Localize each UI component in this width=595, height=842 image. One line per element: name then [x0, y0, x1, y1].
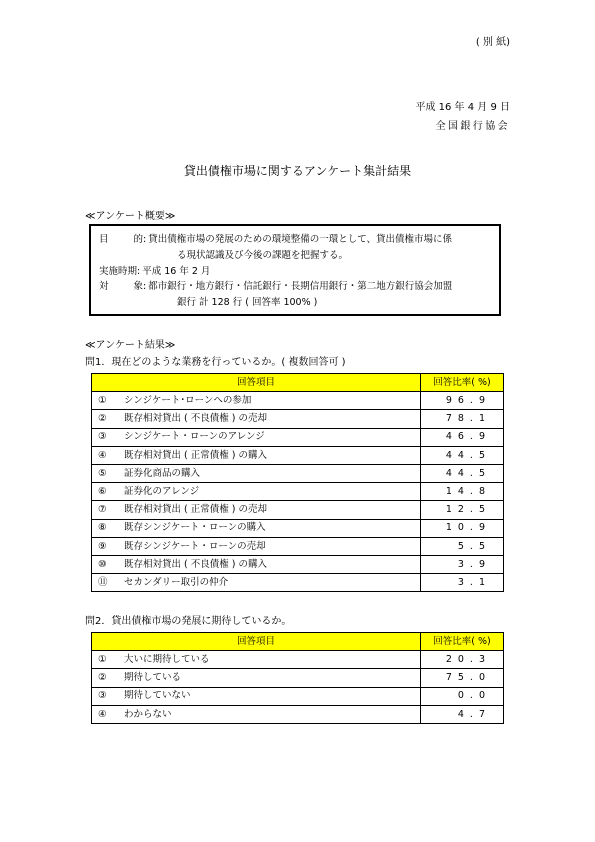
document-date: 平成 16 年 4 月 9 日 — [415, 102, 510, 113]
row-ratio: 44.5 — [421, 464, 504, 482]
row-number: ③ — [92, 428, 123, 446]
row-item: 既存相対貸出 ( 不良債権 ) の売却 — [122, 410, 421, 428]
row-item: 既存相対貸出 ( 正常債権 ) の売却 — [122, 501, 421, 519]
table-row — [92, 651, 504, 669]
row-ratio: 3.1 — [421, 574, 504, 592]
row-ratio: 3.9 — [421, 555, 504, 573]
row-item: 証券化のアレンジ — [122, 483, 421, 501]
overview-target-row: 対象 : 都市銀行・地方銀行・信託銀行・長期信用銀行・第二地方銀行協会加盟 — [99, 281, 453, 292]
row-item: 既存相対貸出 ( 不良債権 ) の購入 — [122, 555, 421, 573]
row-ratio: 0.0 — [421, 687, 504, 705]
purpose-line-1: 貸出債権市場の発展のための環境整備の一環として、貸出債権市場に係 — [148, 234, 453, 245]
row-ratio: 78.1 — [421, 410, 504, 428]
table-row — [92, 464, 504, 482]
row-number: ⑧ — [92, 519, 123, 537]
q2-col-ratio: 回答比率( %) — [421, 633, 504, 651]
row-number: ④ — [92, 446, 123, 464]
row-item: 既存シンジケート・ローンの売却 — [122, 537, 421, 555]
overview-heading: ≪アンケート概要≫ — [85, 211, 176, 222]
row-ratio: 75.0 — [421, 669, 504, 687]
row-number: ① — [92, 651, 123, 669]
row-ratio: 5.5 — [421, 537, 504, 555]
row-ratio: 96.9 — [421, 392, 504, 410]
row-number: ① — [92, 392, 123, 410]
row-item: 期待している — [122, 669, 421, 687]
annex-label: ( 別 紙) — [475, 37, 510, 48]
row-ratio: 10.9 — [421, 519, 504, 537]
row-ratio: 46.9 — [421, 428, 504, 446]
row-item: わからない — [122, 705, 421, 723]
row-ratio: 4.7 — [421, 705, 504, 723]
organization-name: 全国銀行協会 — [435, 121, 510, 132]
row-ratio: 12.5 — [421, 501, 504, 519]
row-ratio: 44.5 — [421, 446, 504, 464]
q2-col-item: 回答項目 — [92, 633, 421, 651]
row-number: ⑨ — [92, 537, 123, 555]
table-row — [92, 410, 504, 428]
q1-question: 問1．現在どのような業務を行っているか。( 複数回答可 ) — [85, 357, 346, 368]
table-row — [92, 555, 504, 573]
row-number: ⑪ — [92, 574, 123, 592]
row-number: ③ — [92, 687, 123, 705]
table-row — [92, 519, 504, 537]
table-row — [92, 392, 504, 410]
table-row — [92, 446, 504, 464]
table-row — [92, 501, 504, 519]
overview-purpose-row: 目的 : 貸出債権市場の発展のための環境整備の一環として、貸出債権市場に係 — [99, 234, 453, 245]
row-ratio: 20.3 — [421, 651, 504, 669]
row-number: ⑦ — [92, 501, 123, 519]
results-heading: ≪アンケート結果≫ — [85, 340, 176, 351]
row-number: ④ — [92, 705, 123, 723]
document-title: 貸出債権市場に関するアンケート集計結果 — [183, 164, 412, 178]
table-row — [92, 705, 504, 723]
table-row — [92, 428, 504, 446]
period-label: 実施時期 — [99, 265, 138, 277]
row-item: 証券化商品の購入 — [122, 464, 421, 482]
q1-col-ratio: 回答比率( %) — [421, 374, 504, 392]
overview-period-row: 実施時期 : 平成 16 年 2 月 — [99, 265, 211, 277]
table-row — [92, 537, 504, 555]
overview-box — [89, 224, 501, 316]
q1-col-item: 回答項目 — [92, 374, 421, 392]
period-value: 平成 16 年 2 月 — [142, 265, 211, 277]
row-number: ② — [92, 669, 123, 687]
q2-header-row — [92, 633, 504, 651]
row-item: シンジケート・ローンのアレンジ — [122, 428, 421, 446]
row-number: ② — [92, 410, 123, 428]
row-item: シンジケート･ローンへの参加 — [122, 392, 421, 410]
row-item: セカンダリー取引の仲介 — [122, 574, 421, 592]
table-row — [92, 574, 504, 592]
q2-question: 問2．貸出債権市場の発展に期待しているか。 — [85, 616, 292, 627]
table-row — [92, 687, 504, 705]
row-ratio: 14.8 — [421, 483, 504, 501]
target-label: 対象 — [99, 281, 143, 292]
row-item: 大いに期待している — [122, 651, 421, 669]
table-row — [92, 669, 504, 687]
q1-table — [91, 373, 504, 592]
q1-header-row — [92, 374, 504, 392]
purpose-line-2: る現状認識及び今後の課題を把握する。 — [177, 249, 349, 261]
target-line-1: 都市銀行・地方銀行・信託銀行・長期信用銀行・第二地方銀行協会加盟 — [148, 281, 453, 292]
row-item: 既存シンジケート・ローンの購入 — [122, 519, 421, 537]
q2-table — [91, 632, 504, 724]
target-line-2: 銀行 計 128 行 ( 回答率 100% ) — [177, 296, 318, 308]
purpose-label: 目的 — [99, 234, 143, 245]
row-number: ⑩ — [92, 555, 123, 573]
row-number: ⑥ — [92, 483, 123, 501]
table-row — [92, 483, 504, 501]
row-item: 既存相対貸出 ( 正常債権 ) の購入 — [122, 446, 421, 464]
row-item: 期待していない — [122, 687, 421, 705]
row-number: ⑤ — [92, 464, 123, 482]
